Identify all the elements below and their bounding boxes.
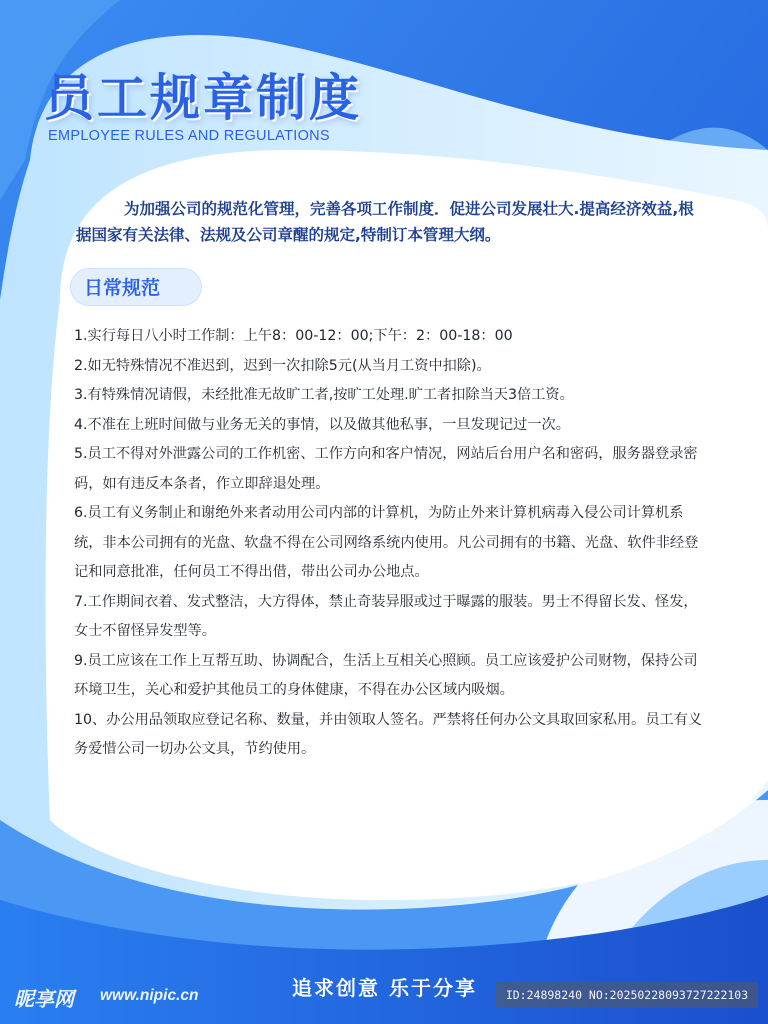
poster-title: 员工规章制度 [44, 69, 362, 127]
rule-item: 9.员工应该在工作上互帮互助、协调配合，生活上互相关心照顾。员工应该爱护公司财物，保持公司环境卫生，关心和爱护其他员工的身体健康，不得在办公区域内吸烟。 [74, 652, 698, 698]
rule-item: 3.有特殊情况请假，未经批准无故旷工者,按旷工处理.旷工者扣除当天3倍工资。 [74, 387, 574, 403]
intro-paragraph: 为加强公司的规范化管理，完善各项工作制度．促进公司发展壮大.提高经济效益,根据国家有关法律、法规及公司章醒的规定,特制订本管理大纲。 [76, 200, 694, 244]
rule-item: 2.如无特殊情况不准迟到，迟到一次扣除5元(从当月工资中扣除)。 [74, 357, 491, 374]
rule-item: 1.实行每日八小时工作制：上午8：00-12：00;下午：2：00-18：00 [74, 328, 513, 344]
rule-item: 7.工作期间衣着、发式整洁，大方得体，禁止奇装异服或过于曝露的服装。男士不得留长发、怪发，女士不留怪异发型等。 [74, 593, 698, 639]
watermark-id: ID:24898240 NO:20250228093727222103 [496, 982, 758, 1008]
rule-item: 10、办公用品领取应登记名称、数量，并由领取人签名。严禁将任何办公文具取回家私用。员工有义务爱惜公司一切办公文具，节约使用。 [74, 711, 703, 757]
watermark-url: www.nipic.cn [100, 987, 199, 1004]
rule-item: 6.员工有义务制止和谢绝外来者动用公司内部的计算机，为防止外来计算机病毒入侵公司计算机系统，非本公司拥有的光盘、软盘不得在公司网络系统内使用。凡公司拥有的书籍、光盘、软件非经登记和同意批准，任何员工不得出借，带出公司办公地点。 [74, 505, 699, 580]
poster-subtitle: EMPLOYEE RULES AND REGULATIONS [48, 128, 330, 144]
watermark-logo: 昵享网 [14, 987, 74, 1011]
section-title: 日常规范 [84, 277, 161, 299]
rules-list [74, 322, 704, 765]
rule-item: 5.员工不得对外泄露公司的工作机密、工作方向和客户情况，网站后台用户名和密码，服务器登录密码，如有违反本条者，作立即辞退处理。 [74, 446, 698, 492]
rule-item: 4.不准在上班时间做与业务无关的事情，以及做其他私事，一旦发现记过一次。 [74, 416, 570, 433]
footer-slogan: 追求创意 乐于分享 [292, 976, 477, 1000]
